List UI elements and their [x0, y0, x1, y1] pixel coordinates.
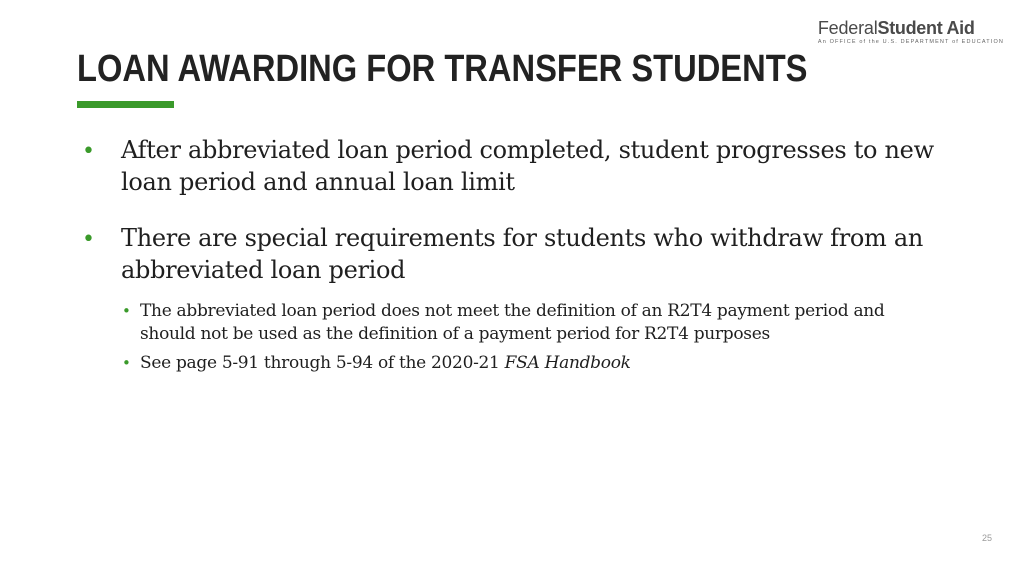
- sub-bullet-list: [82, 300, 942, 375]
- bullet-text: After abbreviated loan period completed, student progresses to new loan period and annual loan limit: [121, 136, 934, 196]
- page-number: 25: [981, 533, 992, 543]
- sub-bullet-text: The abbreviated loan period does not meet the definition of an R2T4 payment period and should not be used as the definition of a payment period for R2T4 purposes: [140, 301, 885, 344]
- sub-bullet-item: [122, 300, 942, 346]
- logo-federal: Federal: [817, 18, 878, 38]
- bullet-item: [82, 134, 942, 198]
- sub-bullet-dot-icon: •: [122, 354, 131, 372]
- sub-bullet-text-prefix: See page 5-91 through 5-94 of the 2020-21: [140, 353, 505, 373]
- sub-bullet-dot-icon: •: [122, 302, 131, 320]
- slide-content: [82, 134, 942, 381]
- logo-tagline: An OFFICE of the U.S. DEPARTMENT of EDUCATION: [817, 39, 1004, 45]
- title-accent-bar: [77, 101, 174, 108]
- sub-bullet-item: [122, 352, 942, 375]
- bullet-dot-icon: •: [82, 227, 95, 252]
- federal-student-aid-logo: [818, 18, 1004, 45]
- bullet-text: There are special requirements for students who withdraw from an abbreviated loan period: [121, 224, 923, 284]
- slide-title: LOAN AWARDING FOR TRANSFER STUDENTS: [77, 48, 808, 90]
- logo-wordmark: [818, 18, 1004, 38]
- bullet-dot-icon: •: [82, 139, 95, 164]
- handbook-title: FSA Handbook: [504, 353, 631, 373]
- bullet-item: [82, 222, 942, 286]
- logo-student-aid: Student Aid: [877, 18, 975, 38]
